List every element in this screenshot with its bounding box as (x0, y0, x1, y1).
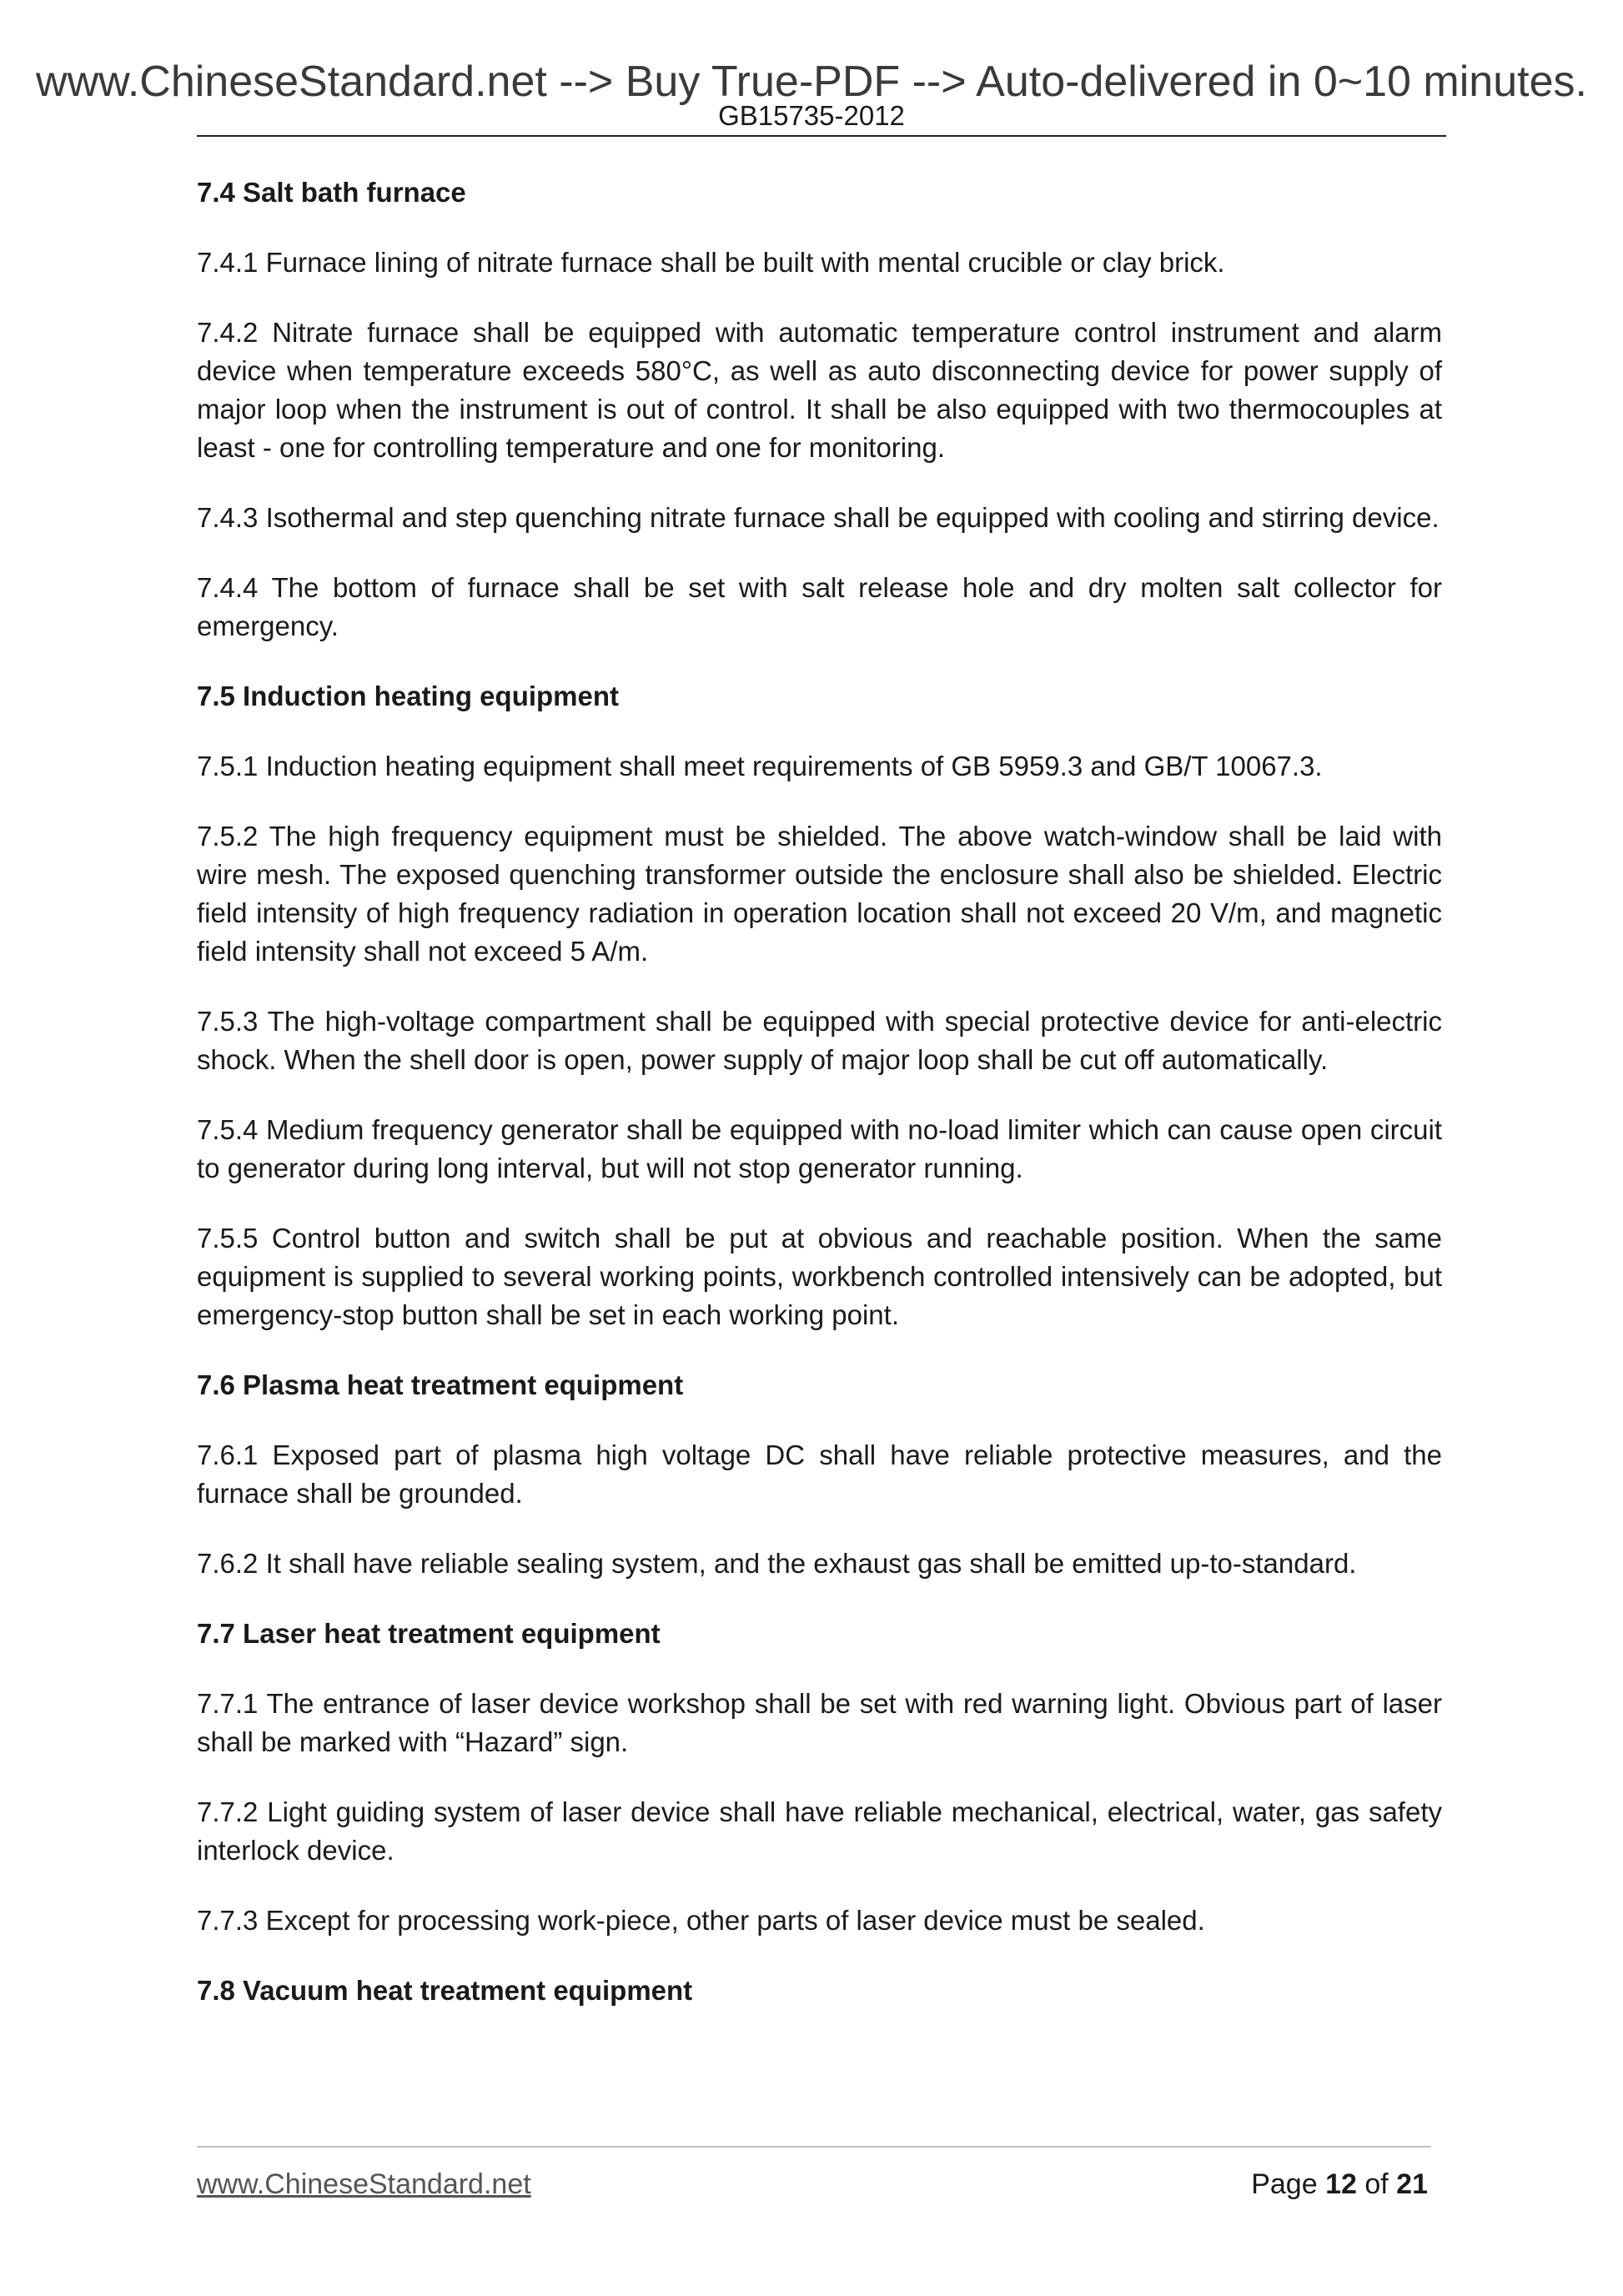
paragraph-7-5-2: 7.5.2 The high frequency equipment must be shielded. The above watch-window shall be laid with wire mesh. The exposed quenching transformer outside the enclosure shall also be shielded. Electric field intensity of high frequency radiation in operation location shall not exceed 20 V/m, and magnetic field intensity shall not exceed 5 A/m. (197, 821, 1442, 967)
page-indicator (1251, 2168, 1428, 2201)
site-banner[interactable]: www.ChineseStandard.net --> Buy True-PDF --> Auto-delivered in 0~10 minutes. (36, 58, 1587, 106)
page-of: of (1364, 2168, 1389, 2200)
paragraph-7-5-4: 7.5.4 Medium frequency generator shall be equipped with no-load limiter which can cause open circuit to generator during long interval, but will not stop generator running. (197, 1114, 1442, 1183)
page-current: 12 (1325, 2168, 1357, 2200)
paragraph-7-7-2: 7.7.2 Light guiding system of laser device shall have reliable mechanical, electrical, water, gas safety interlock device. (197, 1796, 1442, 1866)
paragraph-7-4-2: 7.4.2 Nitrate furnace shall be equipped with automatic temperature control instrument and alarm device when temperature exceeds 580°C, as well as auto disconnecting device for power supply of major loop when the instrument is out of control. It shall be also equipped with two thermocouples at least - one for controlling temperature and one for monitoring. (197, 317, 1442, 463)
paragraph-7-5-1: 7.5.1 Induction heating equipment shall meet requirements of GB 5959.3 and GB/T 10067.3. (197, 751, 1323, 781)
paragraph-7-7-3: 7.7.3 Except for processing work-piece, other parts of laser device must be sealed. (197, 1905, 1205, 1936)
paragraph-7-4-4: 7.4.4 The bottom of furnace shall be set with salt release hole and dry molten salt collector for emergency. (197, 572, 1442, 641)
section-heading-7-4: 7.4 Salt bath furnace (197, 177, 466, 208)
section-heading-7-6: 7.6 Plasma heat treatment equipment (197, 1369, 684, 1400)
section-heading-7-7: 7.7 Laser heat treatment equipment (197, 1618, 661, 1649)
section-heading-7-8: 7.8 Vacuum heat treatment equipment (197, 1975, 693, 2006)
page-total: 21 (1396, 2168, 1428, 2200)
footer-site-link[interactable]: www.ChineseStandard.net (197, 2168, 531, 2200)
section-heading-7-5: 7.5 Induction heating equipment (197, 681, 620, 711)
document-body (197, 173, 1442, 2042)
paragraph-7-5-5: 7.5.5 Control button and switch shall be put at obvious and reachable position. When the same equipment is supplied to several working points, workbench controlled intensively can be adopted, but emergency-stop button shall be set in each working point. (197, 1223, 1442, 1330)
paragraph-7-5-3: 7.5.3 The high-voltage compartment shall be equipped with special protective device for anti-electric shock. When the shell door is open, power supply of major loop shall be cut off automatically. (197, 1006, 1442, 1075)
paragraph-7-6-1: 7.6.1 Exposed part of plasma high voltage DC shall have reliable protective measures, and the furnace shall be grounded. (197, 1439, 1442, 1509)
paragraph-7-4-3: 7.4.3 Isothermal and step quenching nitrate furnace shall be equipped with cooling and stirring device. (197, 502, 1440, 533)
page-word: Page (1251, 2168, 1318, 2200)
paragraph-7-4-1: 7.4.1 Furnace lining of nitrate furnace shall be built with mental crucible or clay brick. (197, 247, 1225, 278)
document-id: GB15735-2012 (718, 100, 905, 131)
paragraph-7-6-2: 7.6.2 It shall have reliable sealing system, and the exhaust gas shall be emitted up-to-standard. (197, 1548, 1357, 1579)
footer-divider (197, 2146, 1431, 2148)
paragraph-7-7-1: 7.7.1 The entrance of laser device workshop shall be set with red warning light. Obvious part of laser shall be marked with “Hazard” sign. (197, 1688, 1442, 1757)
header-divider (197, 135, 1446, 137)
